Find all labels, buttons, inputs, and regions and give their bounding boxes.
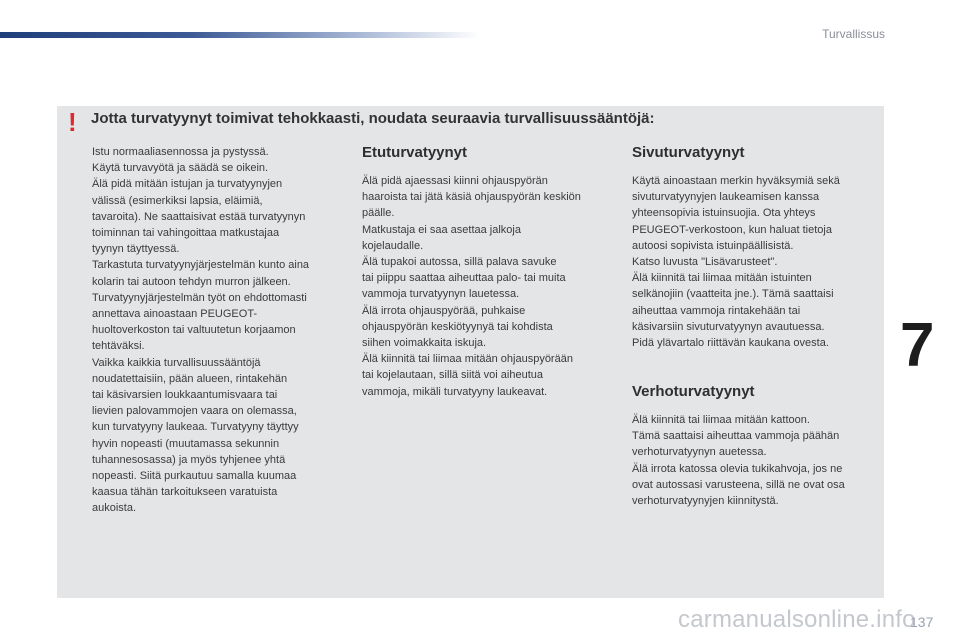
chapter-number: 7 [900,311,935,380]
intro-line: lievien palovammojen vaara on olemassa, [92,405,297,418]
intro-line: tyynyn täyttyessä. [92,243,180,256]
side-line: Älä kiinnitä tai liimaa mitään istuinten [632,272,812,285]
curtain-line: Älä kiinnitä tai liimaa mitään kattoon. [632,414,810,426]
intro-line: Käytä turvavyötä ja säädä se oikein. [92,162,269,175]
watermark: carmanualsonline.info [678,606,916,633]
side-line: Käytä ainoastaan merkin hyväksymiä sekä [632,175,840,187]
curtain-line: Älä irrota katossa olevia tukikahvoja, jos ne [632,462,843,475]
front-line: siihen voimakkaita iskuja. [362,337,487,350]
side-line: yhteensopivia istuinsuojia. Ota yhteys [632,207,816,220]
front-line: Älä kiinnitä tai liimaa mitään ohjauspyörään [362,353,573,366]
front-airbags-section [362,143,592,400]
intro-line: huoltoverkoston tai valtuutetun korjaamon [92,324,296,337]
intro-line: Istu normaaliasennossa ja pystyssä. [92,146,269,158]
curtain-airbags-heading: Verhoturvatyynyt [632,383,755,400]
intro-line: tai käsivarsien loukkaantumisvaara tai [92,389,278,402]
intro-line: tehtäväksi. [92,340,145,353]
front-line: Matkustaja ei saa asettaa jalkoja [362,223,521,236]
front-line: päälle. [362,207,395,220]
curtain-airbags-section [632,382,877,509]
side-line: aiheuttaa vammoja rintakehään tai [632,304,801,317]
side-line: PEUGEOT-verkostoon, kun haluat tietoja [632,223,832,236]
front-line: vammoja turvatyynyn lauetessa. [362,288,520,301]
intro-column [92,144,347,517]
intro-line: Turvatyynyjärjestelmän työt on ehdottomasti [92,291,307,304]
warning-heading: Jotta turvatyynyt toimivat tehokkaasti, noudata seuraavia turvallisuussääntöjä: [91,110,655,127]
curtain-line: verhoturvatyynyjen kiinnitystä. [632,495,779,508]
intro-line: nopeasti. Siitä purkautuu samalla kuumaa [92,470,297,483]
intro-line: noudatettaisiin, pään alueen, rintakehän [92,372,288,385]
side-line: Pidä ylävartalo riittävän kaukana ovesta. [632,337,829,350]
curtain-line: Tämä saattaisi aiheuttaa vammoja päähän [632,430,840,443]
intro-line: kun turvatyyny laukeaa. Turvatyyny täyttyy [92,421,299,434]
intro-line: Älä pidä mitään istujan ja turvatyynyjen [92,178,283,191]
side-line: käsivarsiin sivuturvatyynyn avautuessa. [632,320,825,333]
side-line: Katso luvusta "Lisävarusteet". [632,256,778,269]
side-line: sivuturvatyynyjen laukeamisen kanssa [632,191,820,204]
front-line: tai piippu saattaa aiheuttaa palo- tai muita [362,272,566,285]
curtain-line: ovat autossasi varusteena, sillä ne ovat osa [632,478,845,491]
front-line: haaroista tai jätä käsiä ohjauspyörän keskiön [362,191,581,204]
front-line: vammoja, mikäli turvatyyny laukeavat. [362,385,548,398]
front-airbags-heading: Etuturvatyynyt [362,144,468,161]
front-line: Älä tupakoi autossa, sillä palava savuke [362,256,557,269]
side-airbags-heading: Sivuturvatyynyt [632,144,745,161]
warning-exclamation-icon: ! [68,107,77,137]
intro-line: aukoista. [92,502,137,515]
side-line: selkänojiin (vaatteita jne.). Tämä saattaisi [632,288,834,301]
curtain-line: verhoturvatyynyn auetessa. [632,446,767,459]
page-number: 137 [910,614,934,630]
section-title: Turvallissus [822,27,885,41]
intro-line: välissä (esimerkiksi lapsia, eläimiä, [92,194,263,207]
intro-line: toiminnan tai vahingoittaa matkustajaa [92,227,280,240]
intro-line: kaasua tähän tarkoitukseen varatuista [92,486,278,499]
side-line: autoosi sopivista istuinpäällisistä. [632,239,794,252]
front-line: tai kojelautaan, sillä siitä voi aiheutua [362,369,544,382]
front-line: Älä pidä ajaessasi kiinni ohjauspyörän [362,175,548,187]
intro-line: Vaikka kaikkia turvallisuussääntöjä [92,356,261,369]
intro-line: hyvin nopeasti (muutamassa sekunnin [92,437,280,450]
front-line: kojelaudalle. [362,239,424,252]
intro-line: kolarin tai autoon tehdyn murron jälkeen. [92,275,291,288]
front-line: Älä irrota ohjauspyörää, puhkaise [362,304,526,317]
intro-line: annettava ainoastaan PEUGEOT- [92,308,258,321]
intro-line: tuhannesosassa) ja myös tyhjenee yhtä [92,453,286,466]
side-airbags-section [632,143,877,351]
intro-line: Tarkastuta turvatyynyjärjestelmän kunto aina [92,259,310,272]
front-line: ohjauspyörän keskiötyynyä tai kohdista [362,320,553,333]
intro-line: tavaroita). Ne saattaisivat estää turvatyynyn [92,210,306,223]
header-accent-bar [0,32,480,38]
